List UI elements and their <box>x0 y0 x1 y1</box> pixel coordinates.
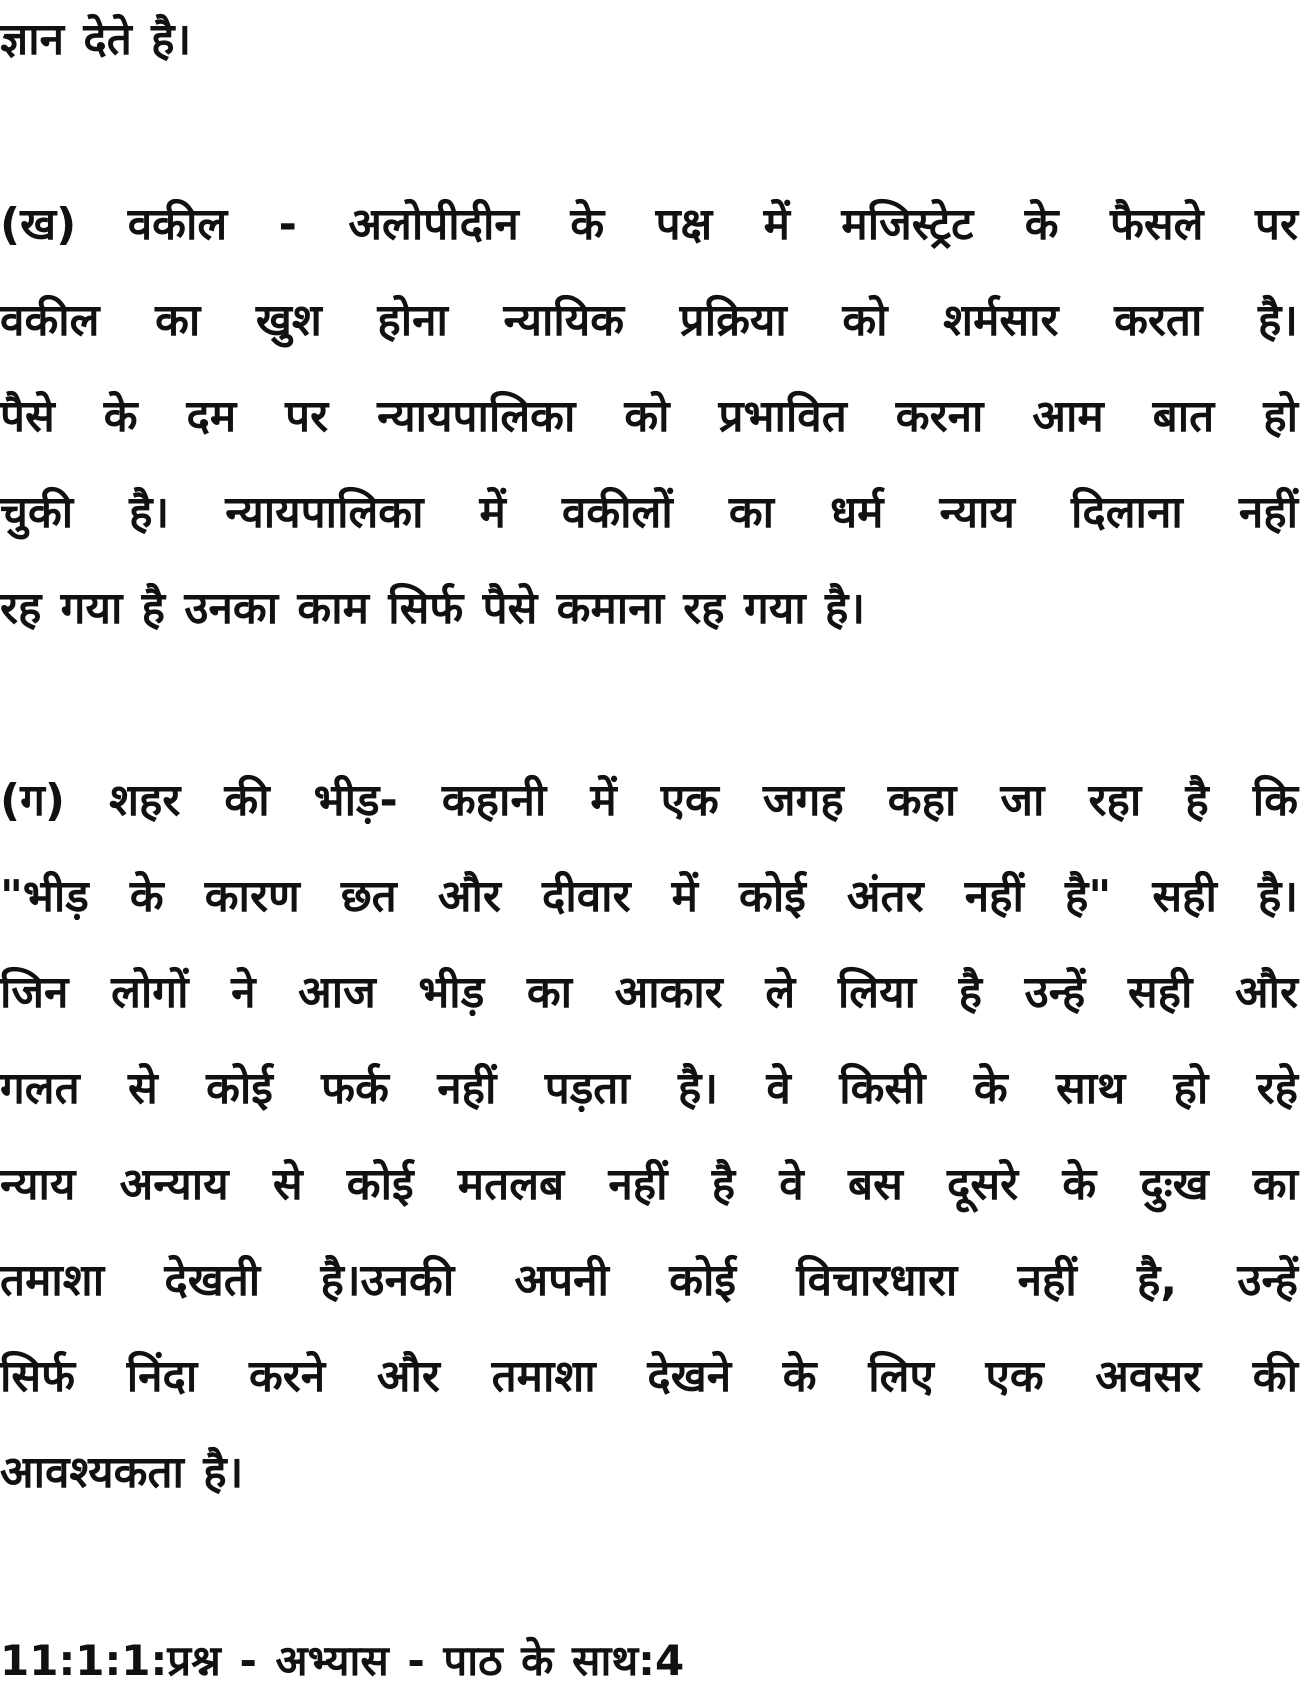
text-line: (ग) शहर की भीड़- कहानी में एक जगह कहा जा रहा है कि <box>0 775 1298 826</box>
paragraph-crowd <box>0 753 1298 1521</box>
text-line: सिर्फ निंदा करने और तमाशा देखने के लिए एक अवसर की <box>0 1351 1298 1402</box>
text-line: पैसे के दम पर न्यायपालिका को प्रभावित करना आम बात हो <box>0 391 1298 442</box>
text-line: तमाशा देखती है।उनकी अपनी कोई विचारधारा नहीं है, उन्हें <box>0 1255 1298 1306</box>
text-line: चुकी है। न्यायपालिका में वकीलों का धर्म न्याय दिलाना नहीं <box>0 487 1298 538</box>
text-line: (ख) वकील - अलोपीदीन के पक्ष में मजिस्ट्रेट के फैसले पर <box>0 199 1298 250</box>
text-line: वकील का खुश होना न्यायिक प्रक्रिया को शर्मसार करता है। <box>0 295 1298 346</box>
heading-line: 11:1:1:प्रश्न - अभ्यास - पाठ के साथ:4 <box>0 1636 685 1685</box>
section-heading <box>0 1628 1298 1694</box>
paragraph-lawyer <box>0 177 1298 657</box>
text-line: न्याय अन्याय से कोई मतलब नहीं है वे बस दूसरे के दुःख का <box>0 1159 1298 1210</box>
text-line: रह गया है उनका काम सिर्फ पैसे कमाना रह गया है। <box>0 583 866 634</box>
text-line: गलत से कोई फर्क नहीं पड़ता है। वे किसी के साथ हो रहे <box>0 1063 1298 1114</box>
text-line: ज्ञान देते है। <box>0 14 192 65</box>
text-line: जिन लोगों ने आज भीड़ का आकार ले लिया है उन्हें सही और <box>0 967 1298 1018</box>
text-line: आवश्यकता है। <box>0 1447 244 1498</box>
paragraph-continuation <box>0 0 1298 88</box>
text-line: "भीड़ के कारण छत और दीवार में कोई अंतर नहीं है" सही है। <box>0 871 1298 922</box>
